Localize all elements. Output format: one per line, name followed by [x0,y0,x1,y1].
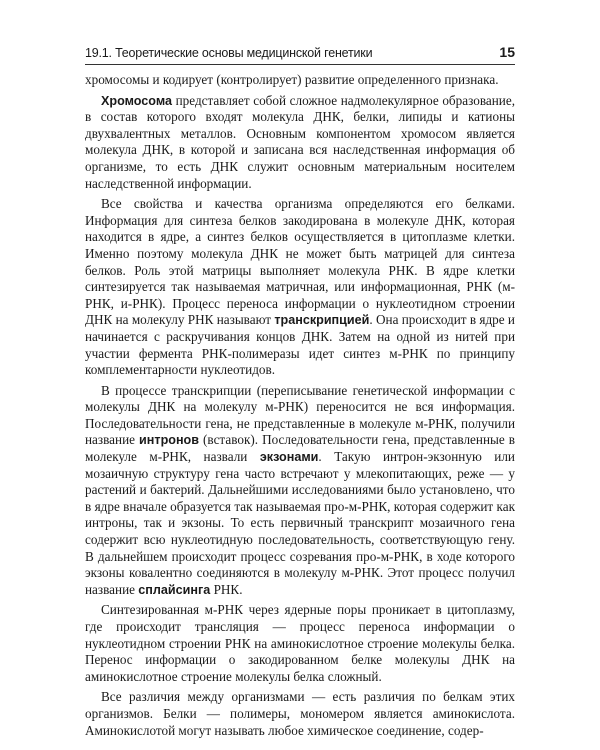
paragraph-text: Синтезированная м-РНК через ядерные поры проникает в цитоплазму, где происходит трансляция — процесс переноса информации о нуклеотидном строении РНК на аминокислотное строение молекулы белка. Перенос информации о закодированном белке молекулы ДНК на аминокислотное строение молекулы белка сложный. [85,602,515,684]
paragraph-text: хромосомы и кодирует (контролирует) развитие определенного признака. [85,72,499,87]
paragraph-transcription [85,196,515,379]
paragraph-chromosome [85,93,515,193]
term-chromosome: Хромосома [101,93,172,108]
paragraph-introns-exons [85,383,515,599]
term-exons: экзонами [259,450,319,465]
paragraph-text: . Она происходит в ядре и начинается с раскручивания концов ДНК. Затем на одной из нитей при участии фермента РНК-полимеразы идет синтез м-РНК по принципу комплементарности нуклеотидов. [85,312,515,378]
paragraph-text: РНК. [210,581,243,597]
paragraph-text: В процессе транскрипции (переписывание генетической информации с молекулы ДНК на молекулу м-РНК) переносится не вся информация. Последовательности гена, не представленные в молекуле м-РНК, получили название [85,382,515,448]
paragraph-text: (вставок). Последовательности гена, представленные в молекуле м-РНК, назвали [85,432,515,465]
page-number: 15 [499,44,515,60]
paragraph-translation [85,602,515,685]
running-head [85,38,515,60]
paragraph-text: . Такую интрон-экзонную или мозаичную структуру гена часто встречают у млекопитающих, реже — у растений и бактерий. Дальнейшими исследованиями было установлено, что в ядре вначале образуется так называемая про-м-РНК, которая содержит как интроны, так и экзоны. То есть первичный транскрипт мозаичного гена содержит всю нуклеотидную последовательность, соответствующую гену. В дальнейшем происходит процесс созревания про-м-РНК, в ходе которого экзоны ковалентно соединяются в молекулу м-РНК. Этот процесс получил название [85,449,515,597]
paragraph-text: Все свойства и качества организма определяются его белками. Информация для синтеза белков закодирована в молекуле ДНК, которая находится в ядре, а синтез белков осуществляется в цитоплазме клетки. Именно поэтому молекула ДНК не может быть матрицей для синтеза белков. Роль этой матрицы выполняет молекула РНК. В ядре клетки синтезируется так называемая матричная, или информационная, РНК (м-РНК, и-РНК). Процесс переноса информации о нуклеотидном строении ДНК на молекулу РНК называют [85,196,515,328]
paragraph-proteins [85,689,515,739]
body-text [85,72,515,743]
header-rule [85,64,515,65]
term-introns: интронов [139,433,199,448]
paragraph-text: Все различия между организмами — есть различия по белкам этих организмов. Белки — полимеры, мономером является аминокислота. Аминокислотой могут называть любое химическое соединение, содер- [85,689,515,738]
term-transcription: транскрипцией [274,313,370,328]
paragraph-text: представляет собой сложное надмолекулярное образование, в состав которого входят молекула ДНК, белки, липиды и катионы двухвалентных металлов. Основным компонентом хромосом является молекула ДНК, в которой и записана вся наследственная информация об организме, то есть ДНК служит основным материальным носителем наследственной информации. [85,92,515,191]
term-splicing: сплайсинга [138,582,211,597]
paragraph-continuation [85,72,515,89]
running-title: 19.1. Теоретические основы медицинской генетики [85,46,373,60]
